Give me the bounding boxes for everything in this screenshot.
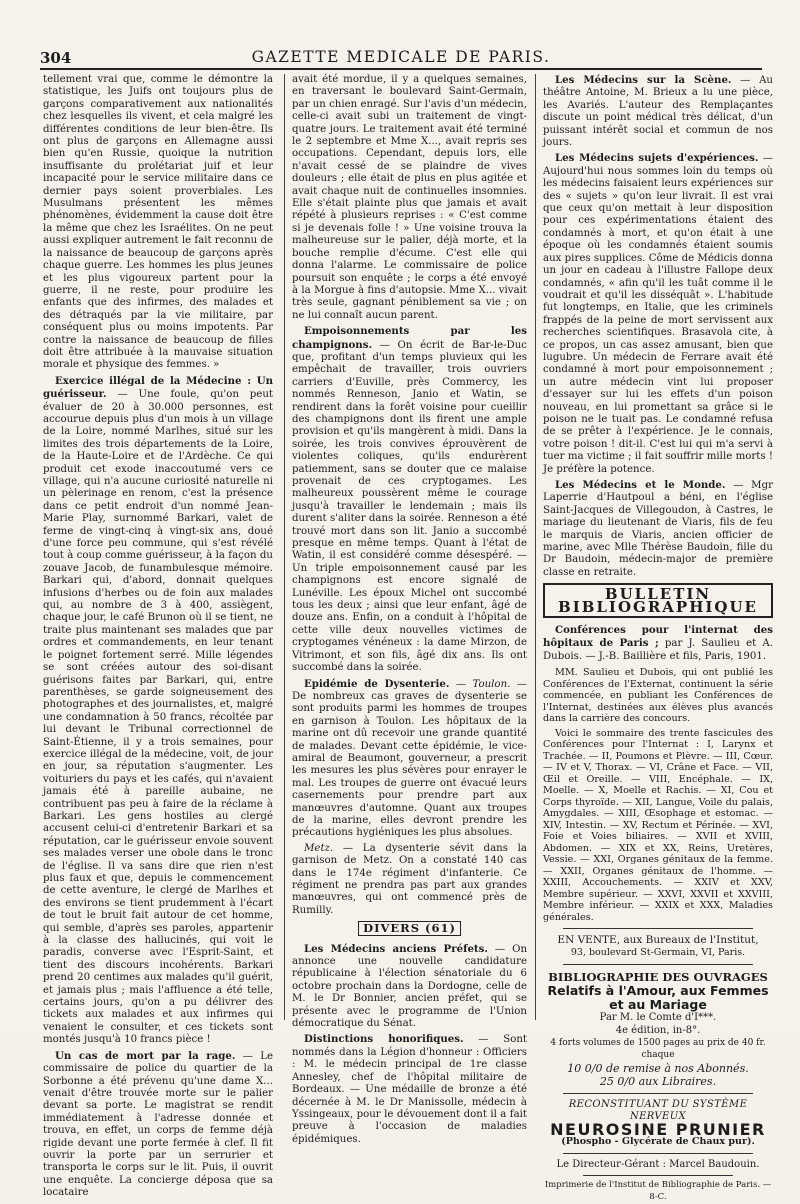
bulletin-banner: BULLETIN BIBLIOGRAPHIQUE xyxy=(543,583,773,618)
journal-title: GAZETTE MEDICALE DE PARIS. xyxy=(251,48,551,66)
advert-edition: 4e édition, in-8°. xyxy=(615,1024,701,1036)
article-paragraph xyxy=(543,479,773,579)
article-text: — On écrit de Bar-le-Duc que, profitant d'un temps pluvieux qui les empêchait de travailler, trois ouvriers carriers d'Euville, près Commercy, les nommés Renneson, Janio et Watin, se rendirent dans la forêt voisine pour cueillir des champignons dont ils firent une ample provision et qu'ils mangèrent à midi. Dans la soirée, les trois convives éprouvèrent de violentes coliques, qu'ils endurèrent patiemment, sans se douter que ce malaise provenait de ces cryptogames. Les malheureux poussèrent même le courage jusqu'à travailler le lendemain ; mais ils durent s'aliter dans la soirée. Renneson a été trouvé mort dans son lit. Janio a succombé presque en même temps. Quant à l'état de Watin, il est considéré comme désespéré. — Un triple empoisonnement causé par les champignons est encore signalé de Lunéville. Les époux Michel ont succombé tous les deux ; ainsi que leur enfant, âgé de douze ans. Enfin, on a conduit à l'hôpital de cette ville deux nouvelles victimes de cryptogames vénéneux : la dame Mirzon, de Vitrimont, et son fils, âgé dix ans. Ils ont succombé dans la soirée. xyxy=(292,339,527,674)
article-heading: Un cas de mort par la rage. xyxy=(55,1049,236,1062)
advert-line: 93, boulevard St-Germain, VI, Paris. xyxy=(570,946,746,958)
article-heading: Les Médecins sujets d'expériences. xyxy=(555,152,759,165)
advert-product-name: NEUROSINE PRUNIER xyxy=(550,1119,766,1139)
column-2 xyxy=(292,74,527,1145)
section-title: DIVERS (61) xyxy=(358,921,461,935)
advert-discount: 10 0/0 de remise à nos Abonnés. xyxy=(567,1061,749,1075)
article-text: — Mgr Laperrie d'Hautpoul a béni, en l'église Saint-Jacques de Villegoudon, à Castres, le mariage du lieutenant de Viaris, fils de feu le marquis de Viaris, ancien officier de marine, avec Mlle Thérèse Baudoin, fille du Dr Baudoin, médecin-major de première classe en retraite. xyxy=(543,480,773,578)
article-subheading: Metz. xyxy=(304,842,334,854)
article-heading: Exercice illégal de la Médecine : Un guérisseur. xyxy=(43,374,273,401)
advert-discount: 25 0/0 aux Libraires. xyxy=(599,1074,717,1088)
book-details: par J. Saulieu et A. Dubois. — J.-B. Baillière et fils, Paris, 1901. xyxy=(543,638,773,662)
advert-author: Par M. le Comte d'I***. xyxy=(599,1012,717,1024)
page-header xyxy=(40,46,762,68)
article-paragraph xyxy=(543,152,773,476)
article-heading: Distinctions honorifiques. xyxy=(304,1033,464,1046)
article-text: — La dysenterie sévit dans la garnison de Metz. On a constaté 140 cas dans le 174e régiment d'infanterie. Ce régiment ne prendra pas part aux grandes manœuvres, qui ont commencé près de Rumilly. xyxy=(292,842,527,916)
bibliography-entry xyxy=(543,624,773,663)
advert-line: EN VENTE, aux Bureaux de l'Institut, xyxy=(557,934,759,947)
advert-price: 4 forts volumes de 1500 pages au prix de 40 fr. chaque xyxy=(550,1038,766,1061)
article-text: — On annonce une nouvelle candidature républicaine à l'élection sénatoriale du 6 octobre prochain dans la Dordogne, celle de M. le Dr Bonnier, ancien préfet, qui se présente avec le programme de l'Union démocratique du Sénat. xyxy=(292,943,527,1030)
publisher-line: Le Directeur-Gérant : Marcel Baudouin. xyxy=(556,1159,760,1171)
column-3 xyxy=(543,74,773,1203)
article-paragraph xyxy=(43,1050,273,1200)
column-1 xyxy=(43,74,274,1199)
article-heading: Epidémie de Dysenterie. xyxy=(304,677,450,690)
divider xyxy=(563,1153,753,1154)
header-rule xyxy=(40,68,762,70)
article-text: — Aujourd'hui nous sommes loin du temps où les médecins faisaient leurs expériences sur des « sujets » qu'on leur livrait. Il est vrai que ceux qu'on mettait à leur disposition pour ces expérimentations étaient des condamnés à mort, et qu'on était à une époque où les condamnés étaient soumis aux pires supplices. Côme de Médicis donna un jour en cadeau à l'illustre Fallope deux condamnés, « afin qu'il les tuât comme il le voudrait et qu'il les disséquât ». L'habitude fut longtemps, en Italie, que les criminels frappés de la peine de mort servissent aux recherches scientifiques. Brasavola cite, à ce propos, un cas assez amusant, bien que lugubre. Un médecin de Ferrare avait été condamné à mort pour empoisonnement ; un autre médecin vint lui proposer d'essayer sur lui les effets d'un poison nouveau, en lui promettant sa grâce si le poison ne le tuait pas. Le condamné refusa de se prêter à l'expérience. Je le connais, votre poison ! dit-il. C'est lui qui m'a servi à tuer ma victime ; il fait souffrir mille morts ! Je préfère la potence. xyxy=(543,153,773,475)
article-heading: Les Médecins et le Monde. xyxy=(555,479,726,491)
article-paragraph xyxy=(543,74,773,149)
divider xyxy=(563,928,753,929)
divider xyxy=(563,1093,753,1094)
article-text: — Une foule, qu'on peut évaluer de 20 à 30.000 personnes, est accourue depuis plus d'un mois à un village de la Loire, nommé Marlhes, situé sur les limites des trois départements de la Loire, de la Haute-Loire et de l'Ardèche. Ce qui produit cet exode inaccoutumé vers ce village, qui n'a aucune curiosité naturelle ni un pèlerinage en renom, c'est la présence dans ce petit endroit d'un nommé Jean-Marie Play, surnommé Barkari, valet de ferme de vingt-cinq à vingt-six ans, doué d'une force peu commune, qui s'est révélé tout à coup comme guérisseur, à la façon du zouave Jacob, de funambulesque mémoire. Barkari qui, d'abord, donnait quelques infusions d'herbes ou de foin aux malades qui, au nombre de 3 à 400, assiègent, chaque jour, le café Brunon où il se tient, ne traite plus maintenant ses malades que par ordres et commandements, en leur tenant le poignet fortement serré. Mille légendes se sont créées autour des soi-disant guérisons faites par Barkari, qui, entre parenthèses, se garde soigneusement des photographes et des journalistes, et, malgré une condamnation à 50 francs, récoltée par lui devant le Tribunal correctionnel de Saint-Étienne, il y a trois semaines, pour exercice illégal de la médecine, voit, de jour en jour, sa réputation s'augmenter. Les voituriers du pays et les cafés, qui n'avaient jamais été à pareille aubaine, ne contribuent pas peu à faire de la réclame à Barkari. Les gens hostiles au clergé accusent celui-ci d'entretenir Barkari et sa réputation, car le guérisseur envoie souvent ses malades verser une obole dans le tronc de l'église. Il va sans dire que rien n'est plus faux et que, depuis le commencement de cette aventure, le clergé de Marlhes et des environs se tient prudemment à l'écart de tout le bruit fait autour de cet homme, qui semble, d'après ses paroles, appartenir à la classe des hallucinés, qui voit le paradis, converse avec l'Esprit-Saint, et tient des discours incohérents. Barkari prend 20 centimes aux malades qu'il guérit, et jamais plus ; mais l'affluence a été telle, certains jours, qu'on a pu délivrer des tickets aux malades et aux infirmes qui venaient le consulter, et ces tickets sont montés jusqu'à 10 francs pièce ! xyxy=(43,389,273,1046)
book-title: Conférences pour l'internat des hôpitaux de Paris ; xyxy=(543,624,773,650)
page-number: 304 xyxy=(40,49,72,67)
article-paragraph xyxy=(292,943,527,1031)
advert-tagline: RECONSTITUANT DU SYSTÈME NERVEUX xyxy=(568,1098,748,1123)
printer-line: Imprimerie de l'Institut de Bibliographie de Paris. — 8-C. xyxy=(544,1179,772,1203)
article-paragraph xyxy=(292,843,527,917)
divider xyxy=(563,964,753,965)
advert-title: BIBLIOGRAPHIE DES OUVRAGES xyxy=(548,970,768,985)
article-text: — De nombreux cas graves de dysenterie se sont produits parmi les hommes de troupes en garnison à Toulon. Les hôpitaux de la marine ont dû recevoir une grande quantité de malades. Devant cette épidémie, le vice-amiral de Beaumont, gouverneur, a prescrit les mesures les plus sévères pour enrayer le mal. Les troupes de guerre ont évacué leurs casernements pour prendre part aux manœuvres d'automne. Quant aux troupes de la marine, elles devront prendre les précautions hygiéniques les plus absolues. xyxy=(292,678,527,839)
advert-subtitle: Relatifs à l'Amour, aux Femmes et au Mariage xyxy=(547,983,769,1013)
article-text: — Sont nommés dans la Légion d'honneur : Officiers : M. le médecin principal de 1re classe Annesley, chef de l'hôpital militaire de Bordeaux. — Une médaille de bronze a été décernée à M. le Dr Manissolle, médecin à Yssingeaux, pour le dévouement dont il a fait preuve à l'occasion de maladies épidémiques. xyxy=(292,1034,527,1145)
article-text: — Au théâtre Antoine, M. Brieux a lu une pièce, les Avariés. L'auteur des Remplaçantes discute un point médical très délicat, d'un puissant intérêt social et commun de nos jours. xyxy=(543,75,773,149)
advert-product-detail: (Phospho - Glycérate de Chaux pur). xyxy=(561,1136,755,1148)
column-divider xyxy=(284,74,285,1020)
article-paragraph: tellement vrai que, comme le démontre la statistique, les Juifs ont toujours plus de garçons comparativement aux nationalités chez lesquelles ils vivent, et cela malgré les différentes conditions de leur bien-être. Ils ont plus de garçons en Allemagne aussi bien qu'en Russie, quoique la nutrition insuffisante du prolétariat juif et leur incapacité pour le service militaire dans ce dernier pays soient proverbiales. Les Musulmans présentent les mêmes phénomènes, évidemment la cause doit être la même que chez les Israélites. On ne peut aussi expliquer autrement le fait reconnu de la naissance de beaucoup de garçons après chaque guerre. Les hommes les plus jeunes et les plus vigoureux partent pour la guerre, il ne reste, pour produire les enfants que des infirmes, des malades et des détraqués par la vie militaire, par conséquent plus ou moins impotents. Par contre la naissance de beaucoup de filles doit être attribuée à la mauvaise situation morale et physique des femmes. » xyxy=(43,74,273,371)
review-paragraph: Voici le sommaire des trente fascicules des Conférences pour l'Internat : I, Larynx et Trachée. — II, Poumons et Plèvre. — III, Cœur. — IV et V, Thorax. — VI, Crâne et Face. — VII, Œil et Oreille. — VIII, Encéphale. — IX, Moelle. — X, Moelle et Rachis. — XI, Cou et Corps thyroïde. — XII, Langue, Voile du palais, Amygdales. — XIII, Œsophage et estomac. — XIV, Intestin. — XV, Rectum et Périnée. — XVI, Foie et Voies biliaires. — XVII et XVIII, Abdomen. — XIX et XX, Reins, Uretères, Vessie. — XXI, Organes génitaux de la femme. — XXII, Organes génitaux de l'homme. — XXIII, Accouchements. — XXIV et XXV, Membre supérieur. — XXVI, XXVII et XXVIII, Membre inférieur. — XXIX et XXX, Maladies générales. xyxy=(543,727,773,923)
column-divider xyxy=(535,74,536,1020)
article-heading: Les Médecins anciens Préfets. xyxy=(304,942,488,955)
article-paragraph: avait été mordue, il y a quelques semaines, en traversant le boulevard Saint-Germain, par un chien enragé. Sur l'avis d'un médecin, celle-ci avait subi un traitement de vingt-quatre jours. Le traitement avait été terminé le 2 septembre et Mme X..., avait repris ses occupations. Cependant, depuis lors, elle n'avait cessé de se plaindre de vives douleurs ; elle était de plus en plus agitée et avait chaque nuit de continuelles insomnies. Elle s'était plainte plus que jamais et avait répété à plusieurs reprises : « C'est comme si je devenais folle ! » Une voisine trouva la malheureuse sur le palier, déjà morte, et la bouche remplie d'écume. C'est elle qui donna l'alarme. Le commissaire de police poursuit son enquête ; le corps a été envoyé à la Morgue à fins d'autopsie. Mme X... vivait très seule, gagnant péniblement sa vie ; on ne lui connaît aucun parent. xyxy=(292,74,527,321)
article-subheading: — Toulon. xyxy=(449,678,511,690)
divider xyxy=(583,1175,733,1176)
article-heading: Les Médecins sur la Scène. xyxy=(555,74,732,86)
article-heading: Empoisonnements par les champignons. xyxy=(292,325,527,351)
article-paragraph xyxy=(292,325,527,674)
review-paragraph: MM. Saulieu et Dubois, qui ont publié les Conférences de l'Externat, continuent la série commencée, en publiant les Conférences de l'Internat, destinées aux élèves plus avancés dans la carrière des concours. xyxy=(543,667,773,725)
article-paragraph xyxy=(43,375,273,1047)
section-divers xyxy=(292,921,527,936)
article-paragraph xyxy=(292,678,527,840)
article-text: — Le commissaire de police du quartier de la Sorbonne a été prévenu qu'une dame X... venait d'être trouvée morte sur le palier devant sa porte. Le magistrat se rendit immédiatement à l'adresse donnée et trouva, en effet, un corps de femme déjà rigide devant une porte fermée à clef. Il fit ouvrir la porte par un serrurier et transporta le corps sur le lit. Puis, il ouvrit une enquête. La concierge déposa que sa locataire xyxy=(43,1050,274,1199)
article-paragraph xyxy=(292,1033,527,1146)
